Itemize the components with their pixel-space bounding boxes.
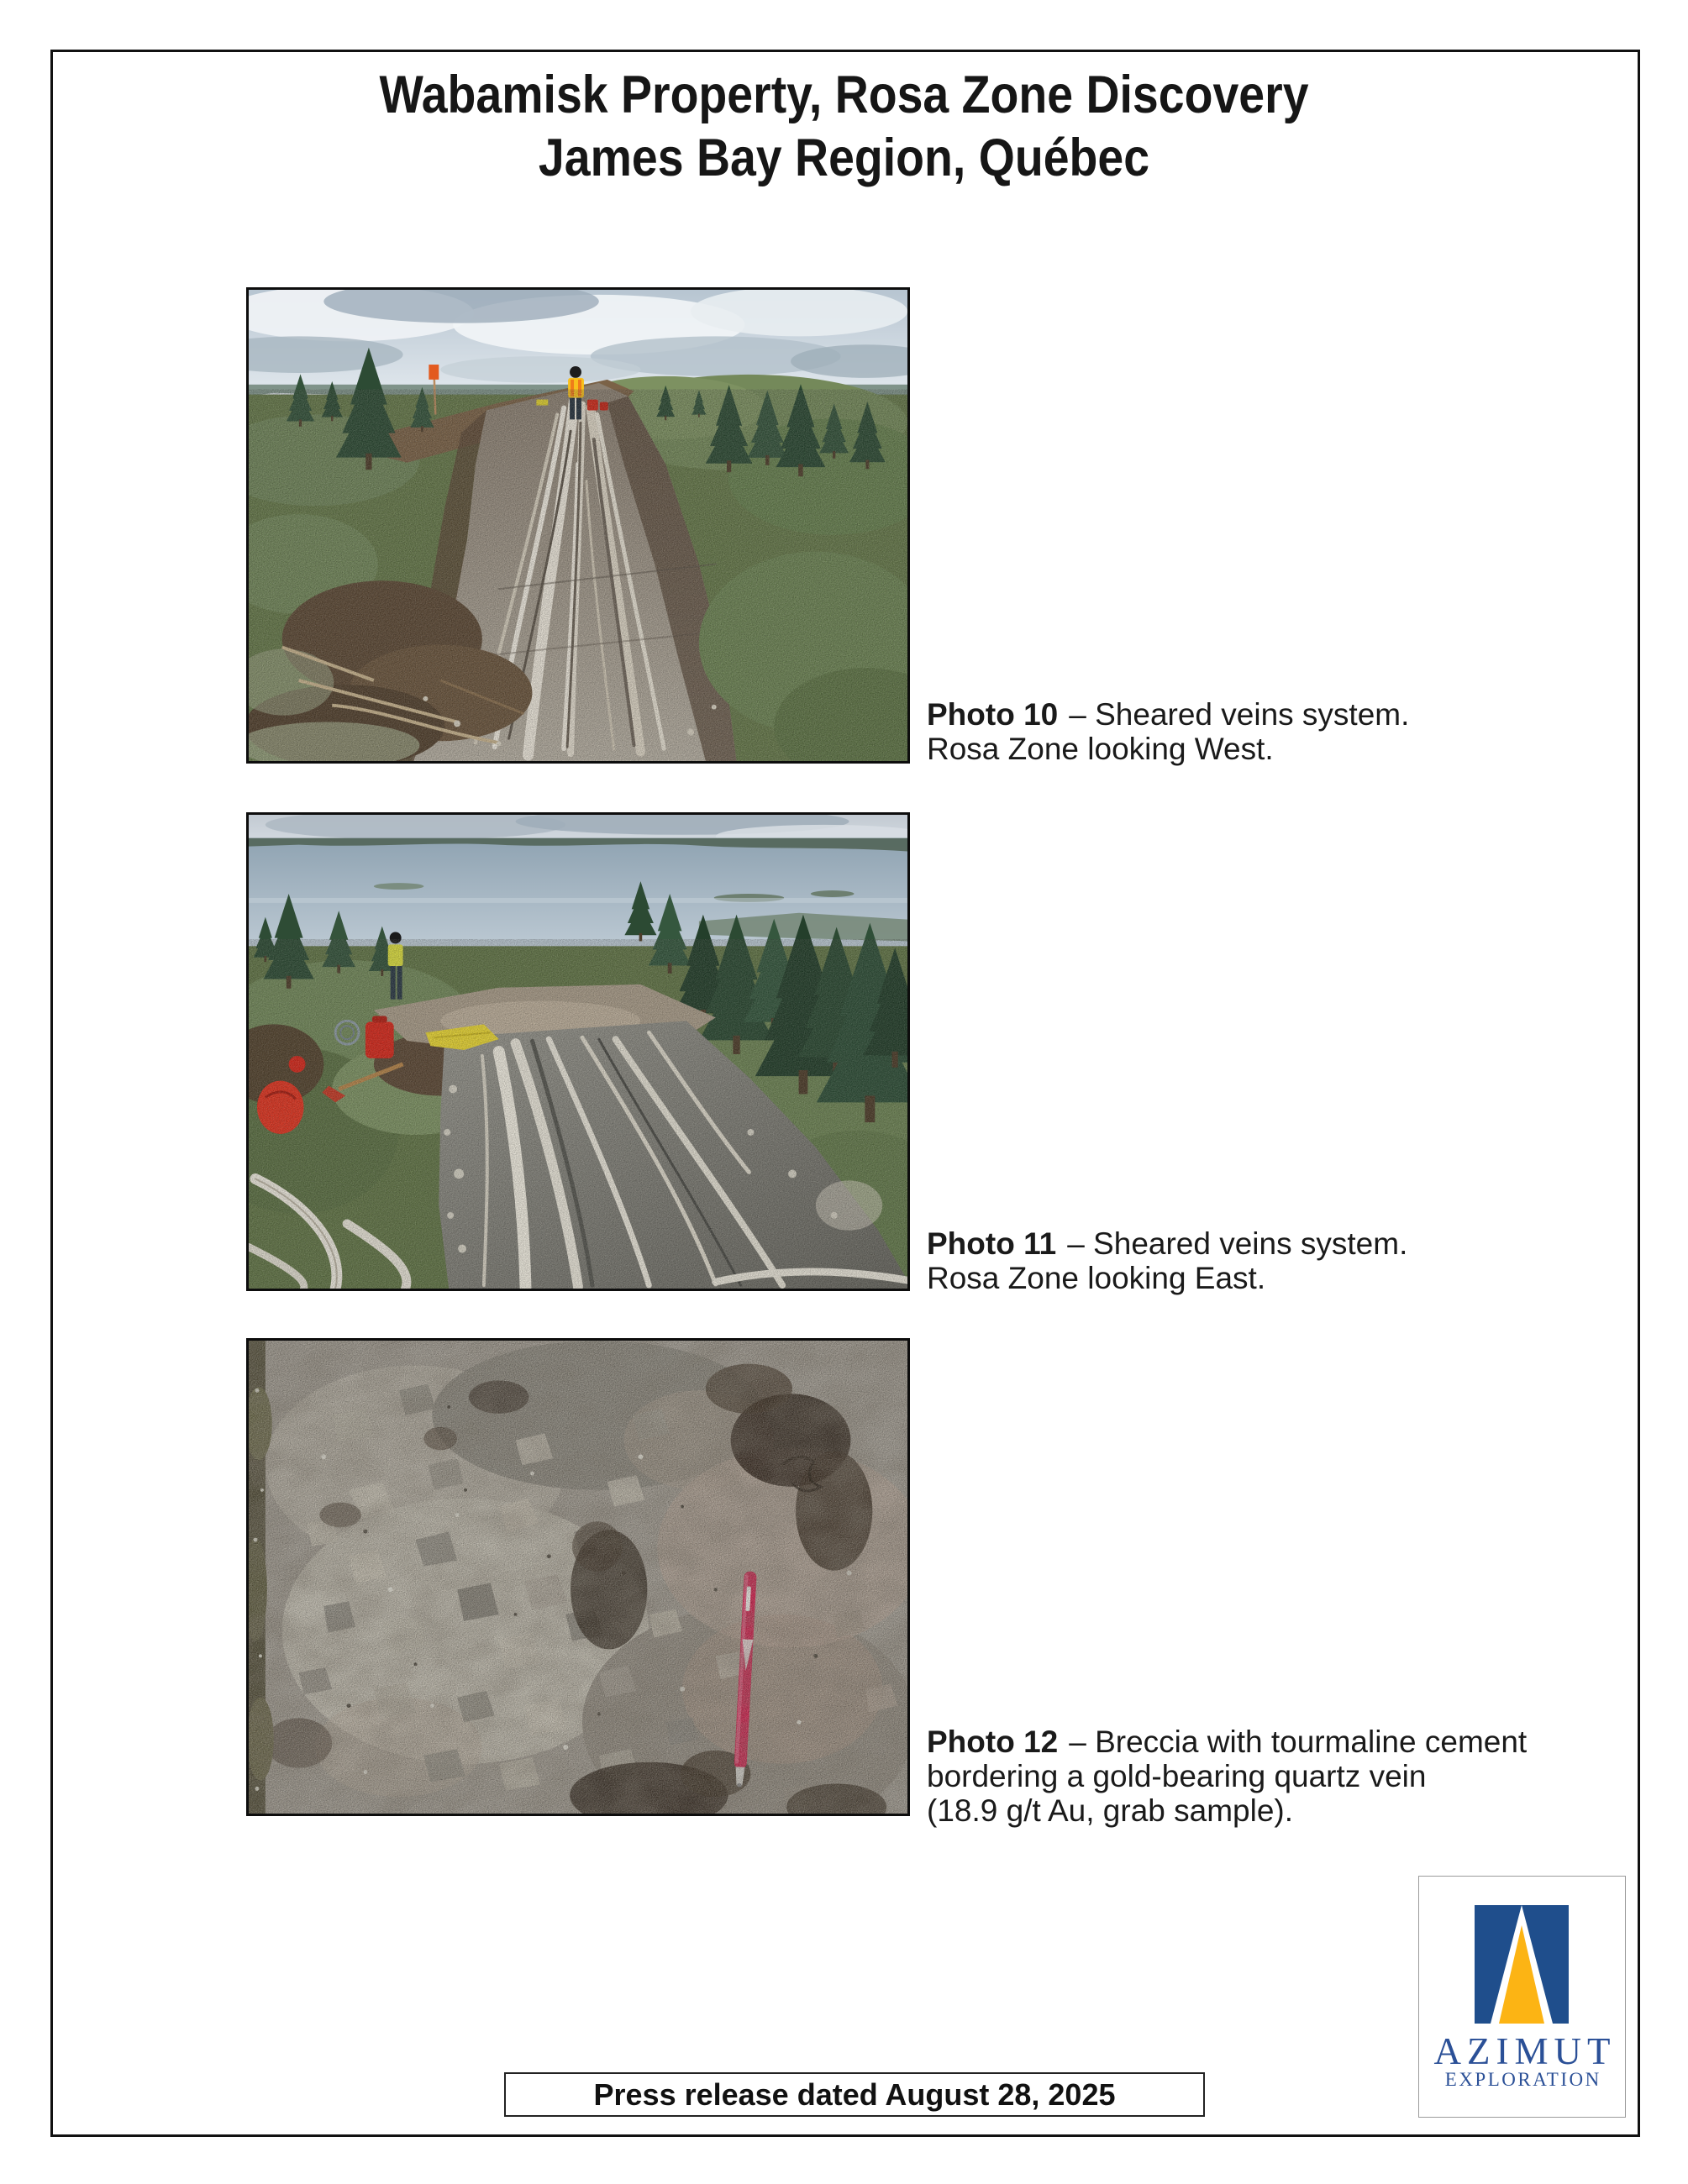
caption-line: Rosa Zone looking West. xyxy=(927,732,1274,766)
photo-11-caption-label: Photo 11 xyxy=(927,1226,1057,1261)
title-line-1: Wabamisk Property, Rosa Zone Discovery xyxy=(379,66,1309,124)
photo-10-image xyxy=(249,290,907,761)
photo-12-caption xyxy=(927,1725,1565,1828)
logo-name: AZIMUT xyxy=(1433,2030,1617,2072)
caption-line xyxy=(927,1725,1565,1759)
photo-11-caption xyxy=(927,1226,1565,1295)
photo-10-figure xyxy=(246,287,910,764)
photo-11-figure xyxy=(246,812,910,1291)
caption-line xyxy=(927,697,1565,732)
caption-line: (18.9 g/t Au, grab sample). xyxy=(927,1793,1294,1828)
photo-12-figure xyxy=(246,1338,910,1816)
caption-line xyxy=(927,1226,1565,1261)
logo-subtitle: EXPLORATION xyxy=(1444,2069,1601,2090)
photo-11-caption-text: – Sheared veins system. xyxy=(1067,1226,1408,1261)
title-line-2: James Bay Region, Québec xyxy=(538,129,1150,187)
photo-12-image xyxy=(249,1341,907,1814)
press-release-label: Press release dated August 28, 2025 xyxy=(593,2076,1116,2112)
page-title xyxy=(102,64,1587,190)
photo-12-caption-label: Photo 12 xyxy=(927,1725,1059,1759)
press-release-box xyxy=(504,2072,1205,2117)
azimut-triangle-icon xyxy=(1475,1905,1569,2024)
caption-line: Rosa Zone looking East. xyxy=(927,1261,1266,1295)
photo-10-caption-label: Photo 10 xyxy=(927,697,1059,732)
photo-11-image xyxy=(249,815,907,1289)
photo-10-caption xyxy=(927,697,1565,766)
azimut-logo xyxy=(1418,1876,1626,2118)
photo-12-caption-text: – Breccia with tourmaline cement xyxy=(1069,1725,1528,1759)
caption-line: bordering a gold-bearing quartz vein xyxy=(927,1759,1427,1793)
photo-10-caption-text: – Sheared veins system. xyxy=(1069,697,1410,732)
